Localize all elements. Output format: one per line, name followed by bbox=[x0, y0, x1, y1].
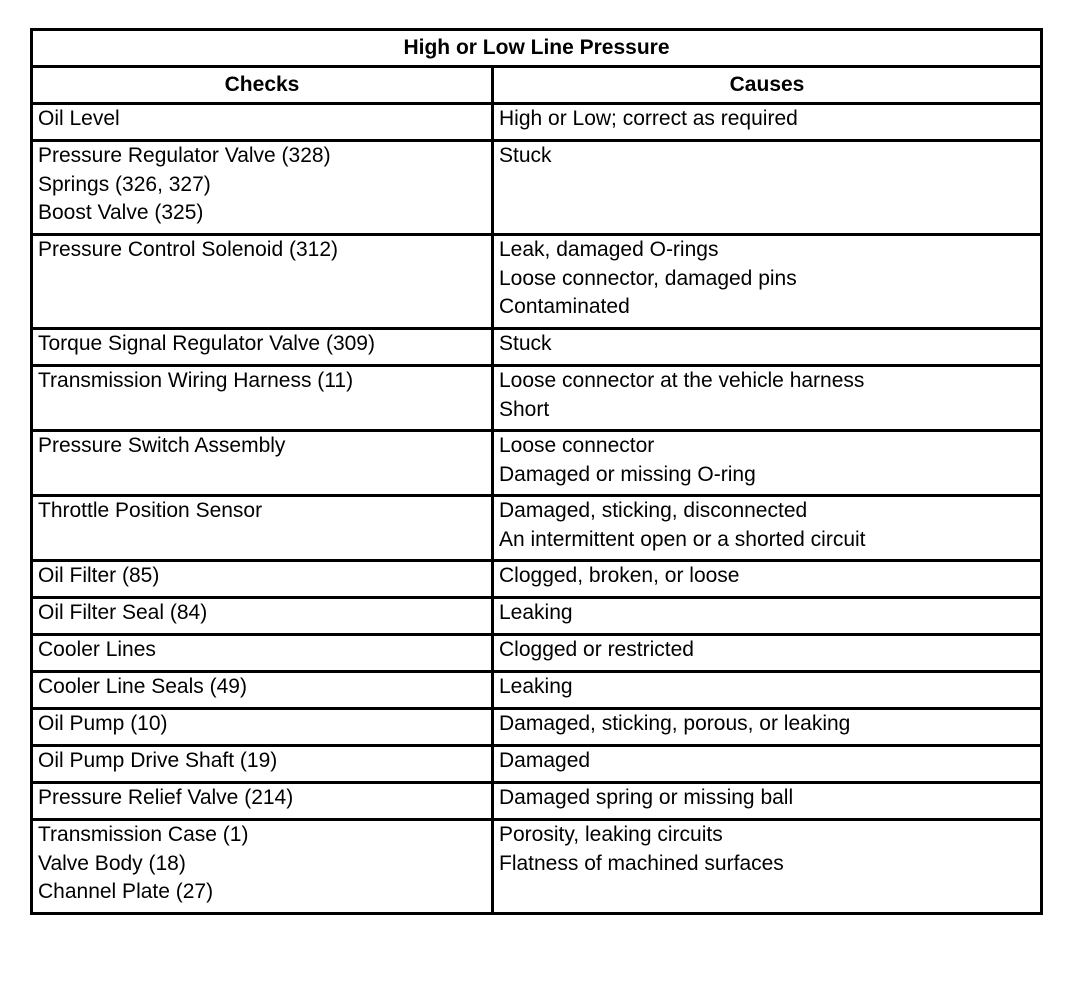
check-text: Oil Filter (85) bbox=[38, 564, 160, 587]
cause-cell bbox=[493, 598, 1042, 635]
cause-cell bbox=[493, 561, 1042, 598]
cause-cell bbox=[493, 672, 1042, 709]
check-cell bbox=[32, 598, 493, 635]
cause-cell bbox=[493, 635, 1042, 672]
table-header-row bbox=[32, 67, 1042, 104]
cause-text: Contaminated bbox=[499, 295, 630, 318]
check-text: Transmission Wiring Harness (11) bbox=[38, 369, 354, 392]
cause-cell bbox=[493, 820, 1042, 914]
column-header-checks: Checks bbox=[32, 67, 493, 104]
check-text: Pressure Relief Valve (214) bbox=[38, 786, 294, 809]
cause-text: Clogged, broken, or loose bbox=[499, 564, 740, 587]
cause-text: Damaged or missing O-ring bbox=[499, 462, 756, 486]
check-text: Oil Pump Drive Shaft (19) bbox=[38, 749, 278, 772]
cause-cell bbox=[493, 235, 1042, 329]
table-row bbox=[32, 235, 1042, 329]
check-cell bbox=[32, 235, 493, 329]
check-text: Pressure Control Solenoid (312) bbox=[38, 238, 338, 261]
check-text: Transmission Case (1) bbox=[38, 823, 249, 846]
table-row bbox=[32, 709, 1042, 746]
check-text: Cooler Lines bbox=[38, 638, 156, 661]
column-header-causes: Causes bbox=[493, 67, 1042, 104]
cause-text: Stuck bbox=[499, 332, 552, 355]
cause-text: Loose connector, damaged pins bbox=[499, 266, 797, 290]
check-text: Throttle Position Sensor bbox=[38, 499, 263, 522]
cause-cell bbox=[493, 783, 1042, 820]
cause-cell bbox=[493, 496, 1042, 561]
cause-text: Short bbox=[499, 397, 550, 421]
table-row bbox=[32, 783, 1042, 820]
cause-text: Loose connector at the vehicle harness bbox=[499, 369, 865, 392]
check-text: Oil Pump (10) bbox=[38, 712, 168, 735]
table-row bbox=[32, 635, 1042, 672]
table-row bbox=[32, 141, 1042, 235]
check-cell bbox=[32, 366, 493, 431]
check-text: Cooler Line Seals (49) bbox=[38, 675, 247, 698]
cause-text: Porosity, leaking circuits bbox=[499, 823, 723, 846]
check-cell bbox=[32, 431, 493, 496]
table-row bbox=[32, 561, 1042, 598]
table-row bbox=[32, 746, 1042, 783]
check-cell bbox=[32, 783, 493, 820]
check-cell bbox=[32, 329, 493, 366]
check-cell bbox=[32, 709, 493, 746]
check-text: Valve Body (18) bbox=[38, 851, 186, 875]
cause-text: Leak, damaged O-rings bbox=[499, 238, 719, 261]
cause-text: Damaged, sticking, porous, or leaking bbox=[499, 712, 851, 735]
check-text: Torque Signal Regulator Valve (309) bbox=[38, 332, 375, 355]
check-cell bbox=[32, 820, 493, 914]
check-text: Pressure Switch Assembly bbox=[38, 434, 286, 457]
table-row bbox=[32, 366, 1042, 431]
cause-cell bbox=[493, 329, 1042, 366]
check-text: Springs (326, 327) bbox=[38, 172, 211, 196]
cause-text: Damaged, sticking, disconnected bbox=[499, 499, 808, 522]
check-cell bbox=[32, 496, 493, 561]
cause-text: Clogged or restricted bbox=[499, 638, 694, 661]
cause-cell bbox=[493, 366, 1042, 431]
check-cell bbox=[32, 141, 493, 235]
table-title: High or Low Line Pressure bbox=[32, 30, 1042, 67]
table-row bbox=[32, 431, 1042, 496]
check-text: Channel Plate (27) bbox=[38, 880, 214, 903]
check-cell bbox=[32, 104, 493, 141]
cause-cell bbox=[493, 141, 1042, 235]
table-row bbox=[32, 104, 1042, 141]
check-text: Oil Filter Seal (84) bbox=[38, 601, 208, 624]
check-text: Pressure Regulator Valve (328) bbox=[38, 144, 331, 167]
cause-text: High or Low; correct as required bbox=[499, 107, 798, 130]
table-row bbox=[32, 496, 1042, 561]
cause-text: Damaged spring or missing ball bbox=[499, 786, 794, 809]
check-text: Oil Level bbox=[38, 107, 120, 130]
table-row bbox=[32, 598, 1042, 635]
table-row bbox=[32, 672, 1042, 709]
cause-cell bbox=[493, 746, 1042, 783]
check-cell bbox=[32, 672, 493, 709]
cause-text: Damaged bbox=[499, 749, 591, 772]
check-cell bbox=[32, 635, 493, 672]
table-title-row bbox=[32, 30, 1042, 67]
check-cell bbox=[32, 561, 493, 598]
pressure-diagnosis-table bbox=[30, 28, 1043, 915]
cause-cell bbox=[493, 104, 1042, 141]
cause-text: Leaking bbox=[499, 601, 573, 624]
table-row bbox=[32, 329, 1042, 366]
table-row bbox=[32, 820, 1042, 914]
check-text: Boost Valve (325) bbox=[38, 201, 204, 224]
cause-cell bbox=[493, 709, 1042, 746]
check-cell bbox=[32, 746, 493, 783]
cause-text: Stuck bbox=[499, 144, 552, 167]
cause-text: Loose connector bbox=[499, 434, 655, 457]
cause-cell bbox=[493, 431, 1042, 496]
cause-text: An intermittent open or a shorted circuit bbox=[499, 527, 866, 551]
cause-text: Leaking bbox=[499, 675, 573, 698]
cause-text: Flatness of machined surfaces bbox=[499, 851, 784, 875]
